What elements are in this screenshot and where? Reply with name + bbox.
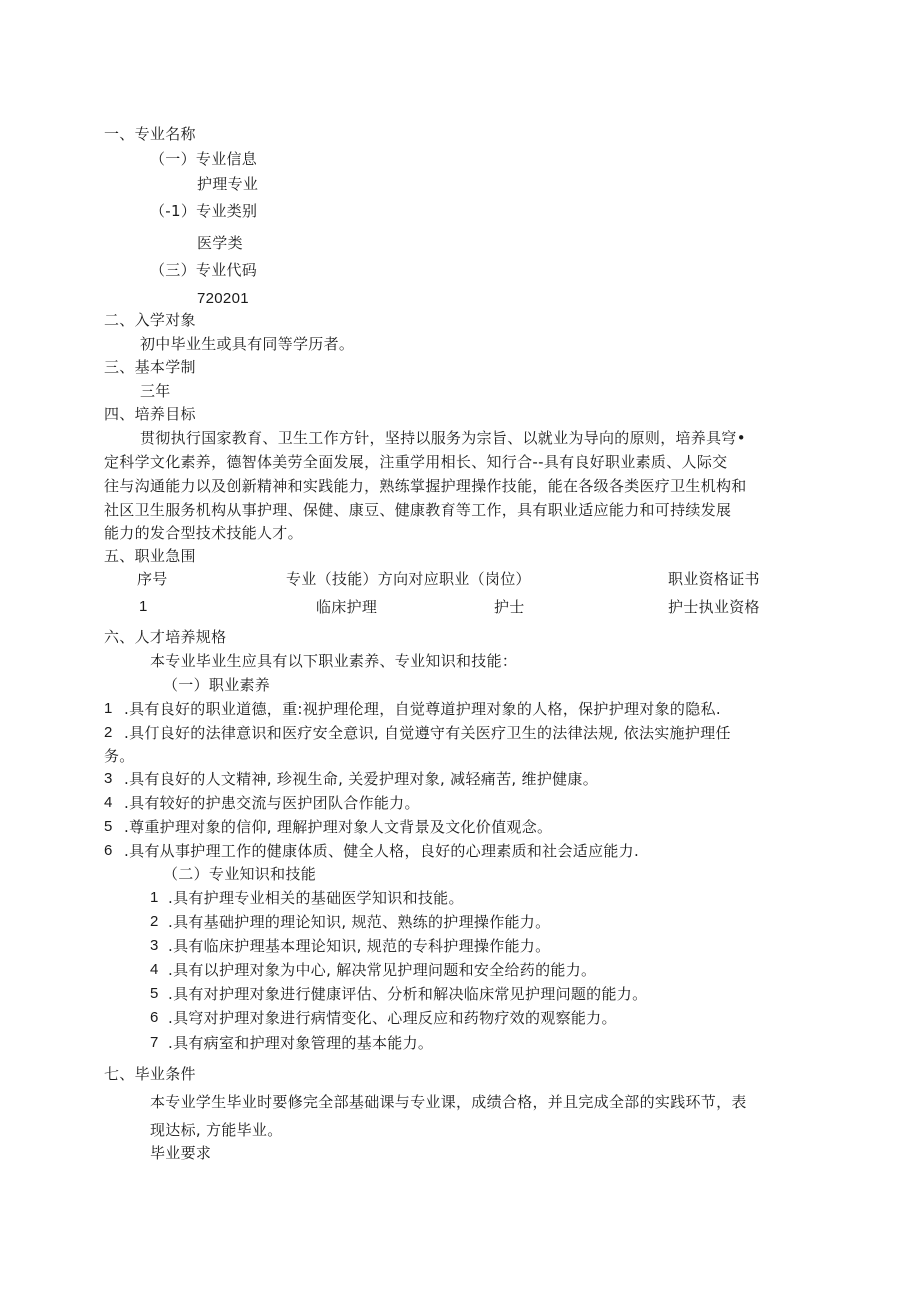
item-number: 5 [150, 985, 159, 1002]
section-4-heading: 四、培养目标 [104, 405, 196, 423]
item-number: 6 [104, 842, 113, 859]
table-header-cert: 职业资格证书 [668, 570, 760, 588]
list-item: .具有病室和护理对象管理的基本能力。 [168, 1034, 434, 1052]
item-number: 3 [104, 770, 113, 787]
duration-text: 三年 [140, 382, 171, 400]
item-number: 1 [104, 700, 113, 717]
item-number: 4 [150, 961, 159, 978]
item-number: 7 [150, 1034, 159, 1051]
list-item: .具有护理专业相关的基础医学知识和技能。 [168, 889, 464, 907]
objective-line: 贯彻执行国家教育、卫生工作方针，坚持以服务为宗旨、以就业为导向的原则，培养具穹• [140, 429, 746, 447]
major-category-value: 医学类 [197, 234, 243, 252]
objective-line: 社区卫生服务机构从事护理、保健、康豆、健康教育等工作，具有职业适应能力和可持续发展 [104, 501, 732, 519]
item-number: 1 [150, 889, 159, 906]
list-item: .具仃良好的法律意识和医疗安全意识, 自觉遵守有关医疗卫生的法律法规, 依法实施护理任 [124, 724, 731, 742]
graduation-text-line: 现达标, 方能毕业。 [150, 1121, 283, 1139]
table-cell-job: 护士 [494, 598, 525, 616]
list-item: .具有较好的护患交流与医护团队合作能力。 [124, 794, 420, 812]
section-6-heading: 六、人才培养规格 [104, 628, 227, 646]
table-cell-direction: 临床护理 [316, 598, 378, 616]
table-header-no: 序号 [137, 570, 168, 588]
admission-text: 初中毕业生或具有同等学历者。 [140, 335, 355, 353]
item-number: 6 [150, 1009, 159, 1026]
table-cell-no: 1 [139, 598, 148, 615]
list-item: .具有基础护理的理论知识, 规范、熟练的护理操作能力。 [168, 913, 551, 931]
section-3-heading: 三、基本学制 [104, 358, 196, 376]
graduation-requirements-label: 毕业要求 [150, 1144, 212, 1162]
major-info-value: 护理专业 [197, 175, 259, 193]
section-5-heading: 五、职业急围 [104, 547, 196, 565]
list-item: .尊重护理对象的信仰, 理解护理对象人文背景及文化价值观念。 [124, 818, 553, 836]
section-1-heading: 一、专业名称 [104, 125, 196, 143]
list-item: .具有以护理对象为中心, 解决常见护理问题和安全给药的能力。 [168, 961, 597, 979]
list-item-continuation: 务。 [104, 747, 135, 765]
objective-line: 能力的发合型技术技能人才。 [104, 524, 303, 542]
table-cell-cert: 护士执业资格 [668, 598, 760, 616]
section-2-heading: 二、入学对象 [104, 311, 196, 329]
list-item: .具有良好的人文精神, 珍视生命, 关爱护理对象, 减轻痛苦, 维护健康。 [124, 770, 599, 788]
spec-intro: 本专业毕业生应具有以下职业素养、专业知识和技能： [150, 652, 518, 670]
list-item: .具穹对护理对象进行病情变化、心理反应和药物疗效的观察能力。 [168, 1009, 617, 1027]
list-item: .具有临床护理基本理论知识, 规范的专科护理操作能力。 [168, 937, 551, 955]
major-code-value: 720201 [197, 290, 249, 307]
item-number: 2 [150, 913, 159, 930]
item-number: 4 [104, 794, 113, 811]
table-header-direction: 专业（技能）方向对应职业（岗位） [286, 570, 531, 588]
subsection-2-title: （二）专业知识和技能 [163, 865, 317, 883]
graduation-text-line: 本专业学生毕业时要修完全部基础课与专业课，成绩合格，并且完成全部的实践环节，表 [150, 1093, 747, 1111]
list-item: .具有对护理对象进行健康评估、分析和解决临床常见护理问题的能力。 [168, 985, 648, 1003]
item-number: 3 [150, 937, 159, 954]
major-code-label: （三）专业代码 [150, 261, 258, 279]
subsection-1-title: （一）职业素养 [163, 676, 271, 694]
objective-line: 往与沟通能力以及创新精神和实践能力，熟练掌握护理操作技能，能在各级各类医疗卫生机构和 [104, 477, 747, 495]
list-item: .具有良好的职业道德，重:视护理伦理，自觉尊道护理对象的人格，保护护理对象的隐私. [124, 700, 721, 718]
item-number: 2 [104, 724, 113, 741]
list-item: .具有从事护理工作的健康体质、健全人格，良好的心理素质和社会适应能力. [124, 842, 640, 860]
major-info-label: （一）专业信息 [150, 150, 258, 168]
objective-line: 定科学文化素养，德智体美劳全面发展，注重学用相长、知行合--具有良好职业素质、人际交 [104, 453, 728, 471]
section-7-heading: 七、毕业条件 [104, 1065, 196, 1083]
item-number: 5 [104, 818, 113, 835]
major-category-label: （-1）专业类别 [150, 202, 258, 220]
